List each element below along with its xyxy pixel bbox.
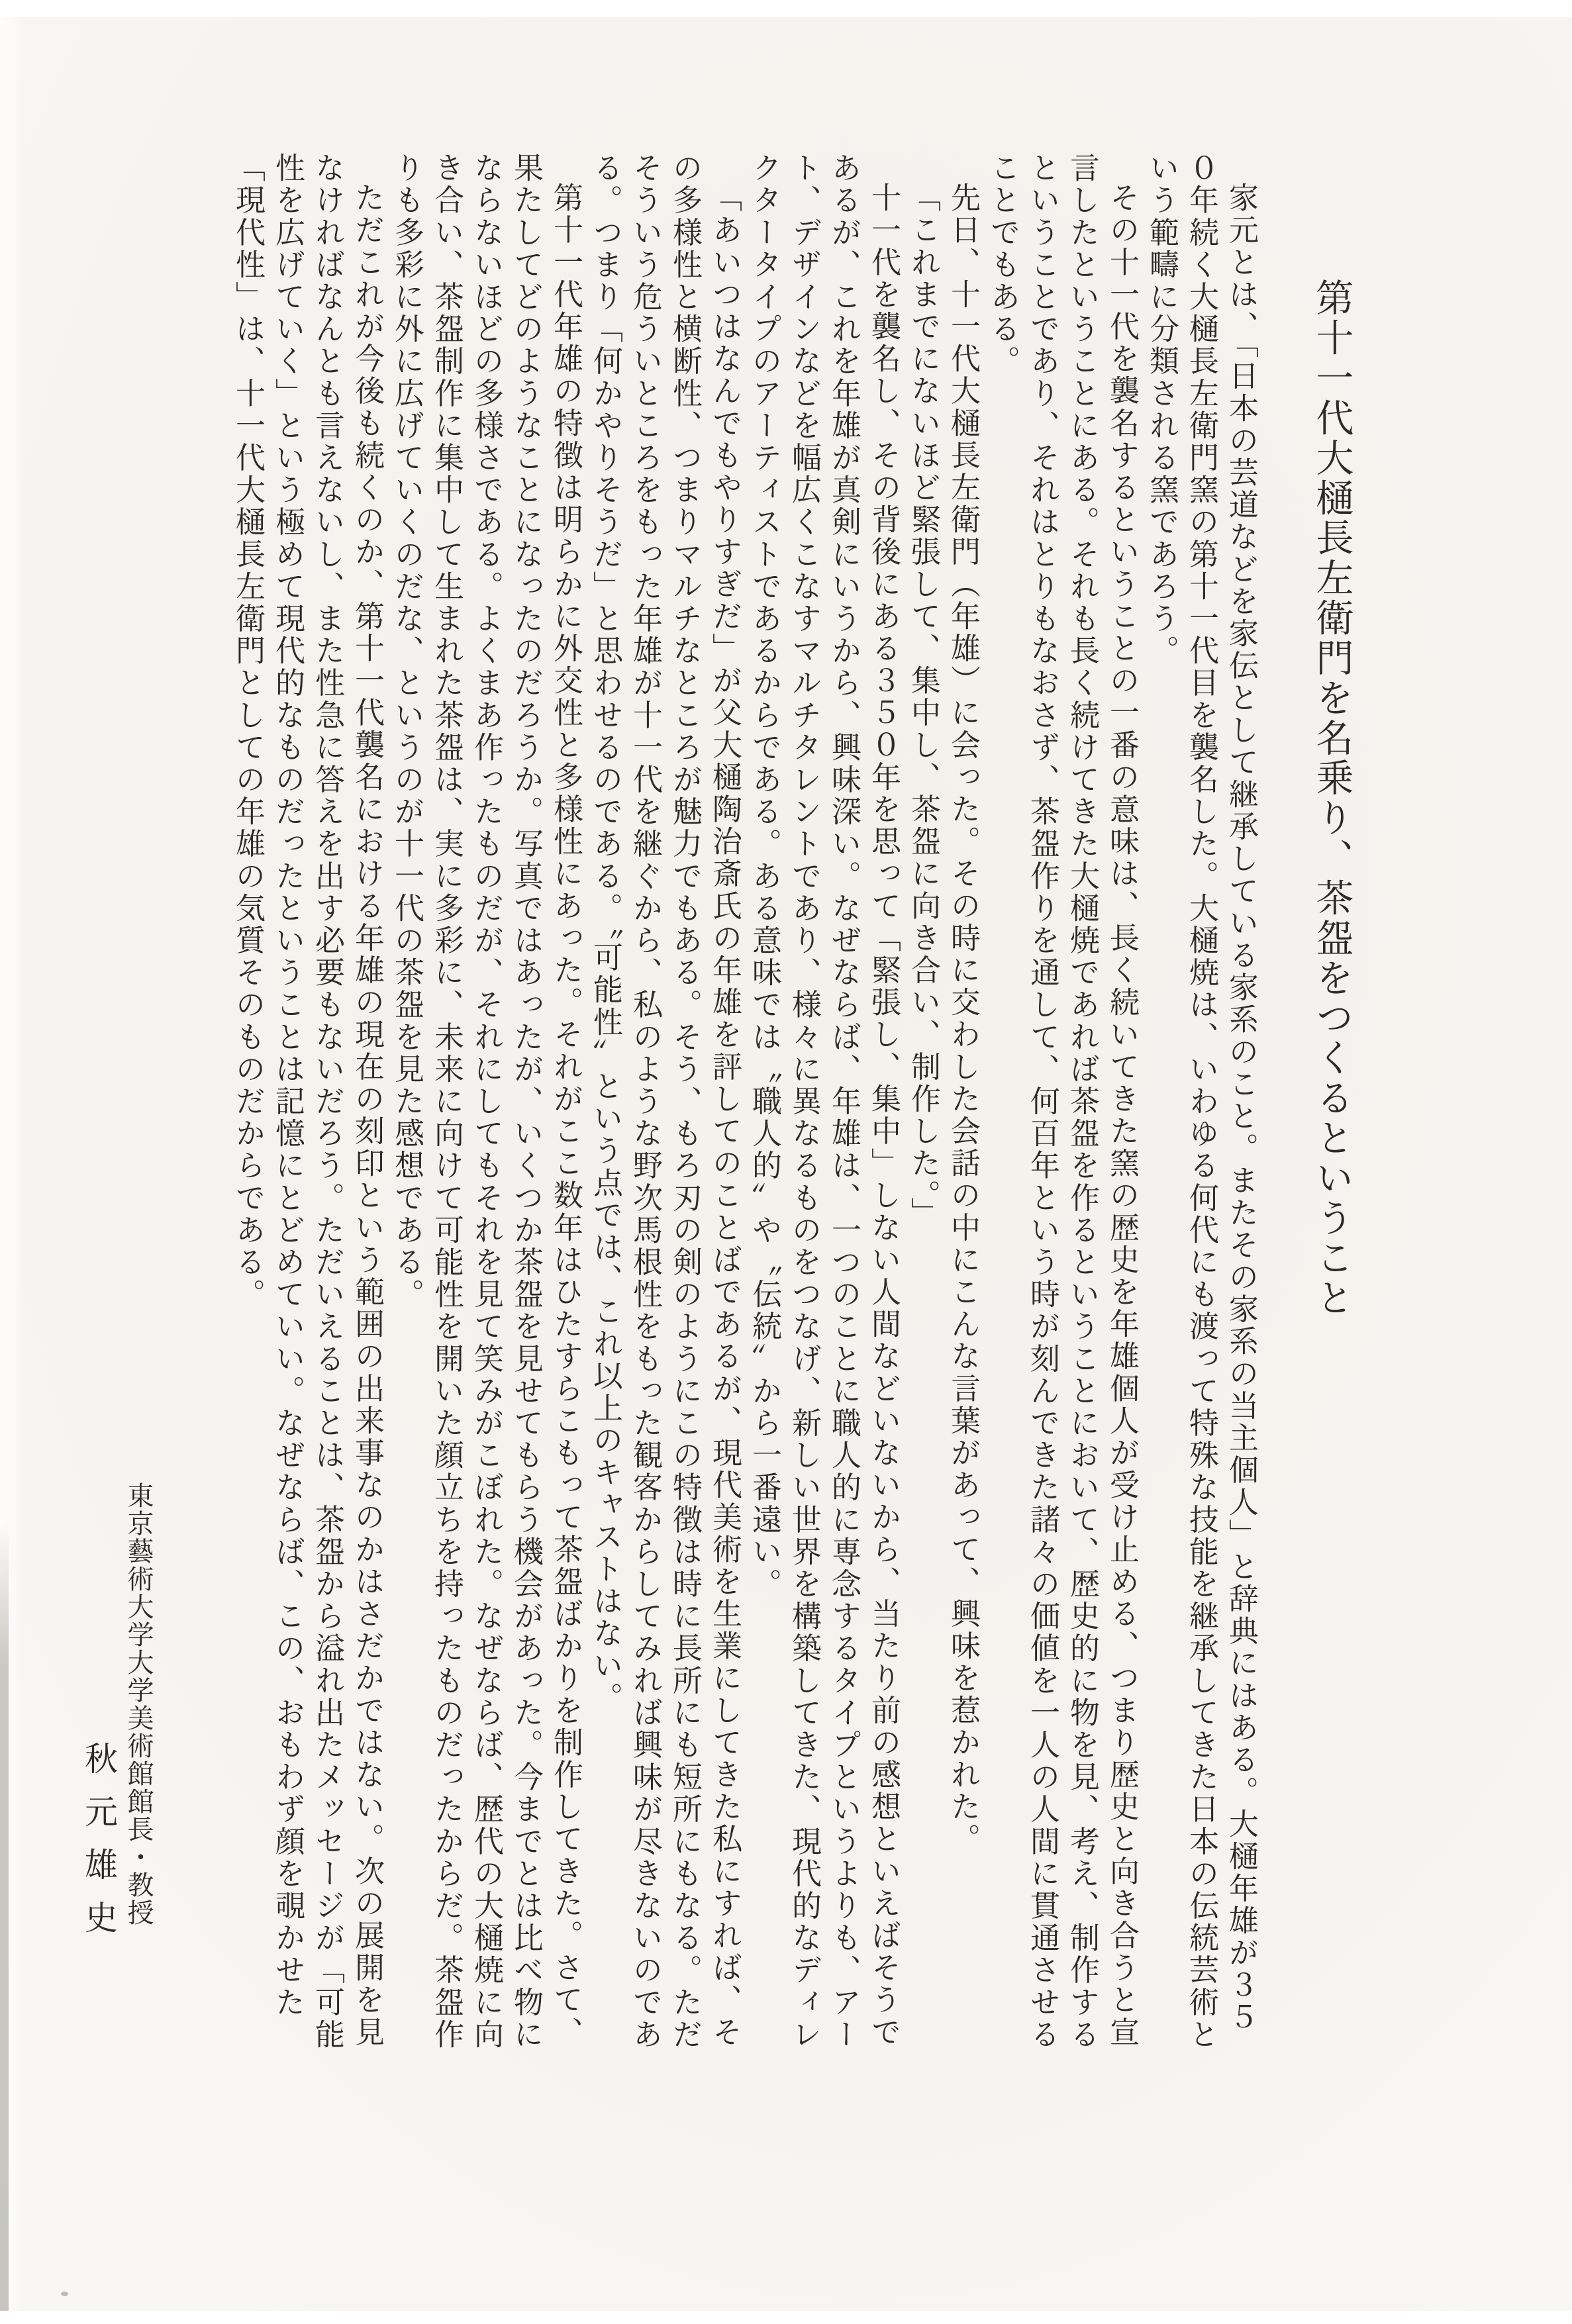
article-paragraph: ただこれが今後も続くのか、第十一代襲名における年雄の現在の刻印という範囲の出来事なのかはさだかではない。次の展開を見なければなんとも言えないし、また性急に答えを出す必要もないだろう。ただいえることは、茶盌から溢れ出たメッセージが「可能性を広げていく」という極めて現代的なものだったということは記憶にとどめていい。なぜならば、この、おもわず顔を覗かせた「現代性」は、十一代大樋長左衛門としての年雄の気質そのものだからである。 xyxy=(231,152,383,2051)
article-paragraph: 「あいつはなんでもやりすぎだ」が父大樋陶治斎氏の年雄を評してのことばであるが、現代美術を生業にしてきた私にすれば、その多様性と横断性、つまりマルチなところが魅力でもある。そう、もろ刃の剣のようにこの特徴は時に長所にも短所にもなる。ただそういう危ういところをもった年雄が十一代を継ぐから、私のような野次馬根性をもった観客からしてみれば興味が尽きないのである。つまり「何かやりそうだ」と思わせるのである。〝可能性〟という点では、これ以上のキャストはない。 xyxy=(589,152,741,2051)
article-title: 第十一代大樋長左衛門を名乗り、茶盌をつくるということ xyxy=(1310,278,1352,1318)
scan-edge-bottom xyxy=(0,2311,1572,2324)
article-paragraph: その十一代を襲名するということの一番の意味は、長く続いてきた窯の歴史を年雄個人が受け止める、つまり歴史と向き合うと宣言したということにある。それも長く続けてきた大樋焼であれば茶盌を作るということにおいて、歴史的に物を見、考え、制作するということであり、それはとりもなおさず、茶盌作りを通して、何百年という時が刻んできた諸々の価値を一人の人間に貫通させることでもある。 xyxy=(986,152,1138,2051)
author-affiliation: 東京藝術大学大学美術館館長・教授 xyxy=(124,1482,154,1927)
article-paragraph: 先日、十一代大樋長左衛門（年雄）に会った。その時に交わした会話の中にこんな言葉があって、興味を惹かれた。 xyxy=(946,182,979,1856)
article-paragraph: 第十一代年雄の特徴は明らかに外交性と多様性にあった。それがここ数年はひたすらこもって茶盌ばかりを制作してきた。さて、果たしてどのようなことになったのだろうか。写真ではあったが、いくつか茶盌を見せてもらう機会があった。今までとは比べ物にならないほどの多様さである。よくまあ作ったものだが、それにしてもそれを見て笑みがこぼれた。なぜならば、歴代の大樋焼に向き合い、茶盌制作に集中して生まれた茶盌は、実に多彩に、未来に向けて可能性を開いた顔立ちを持ったものだったからだ。茶盌作りも多彩に外に広げていくのだな、というのが十一代の茶盌を見た感想である。 xyxy=(390,152,582,2051)
article-paragraph: 家元とは、「日本の芸道などを家伝として継承している家系のこと。またその家系の当主個人」と辞典にはある。大樋年雄が３５０年続く大樋長左衛門窯の第十一代目を襲名した。大樋焼は、いわゆる何代にも渡って特殊な技能を継承してきた日本の伝統芸術という範疇に分類される窯であろう。 xyxy=(1145,152,1257,2051)
article-paragraph: 十一代を襲名し、その背後にある３５０年を思って「緊張し、集中」しない人間などいないから、当たり前の感想といえばそうであるが、これを年雄が真剣にいうから、興味深い。なぜならば、年雄は、一つのことに職人的に専念するタイプというよりも、アート、デザインなどを幅広くこなすマルチタレントであり、様々に異なるものをつなげ、新しい世界を構築してきた、現代的なディレクタータイプのアーティストであるからである。ある意味では〝職人的〟や〝伝統〟から一番遠い。 xyxy=(748,152,900,2051)
scan-speck xyxy=(61,2292,68,2296)
scan-shadow-left xyxy=(0,1523,9,2324)
author-name: 秋元雄史 xyxy=(80,1741,117,1953)
scan-edge-top xyxy=(0,0,1572,17)
article-paragraph: 「これまでにないほど緊張して、集中し、茶盌に向き合い、制作した。」 xyxy=(907,182,940,1230)
